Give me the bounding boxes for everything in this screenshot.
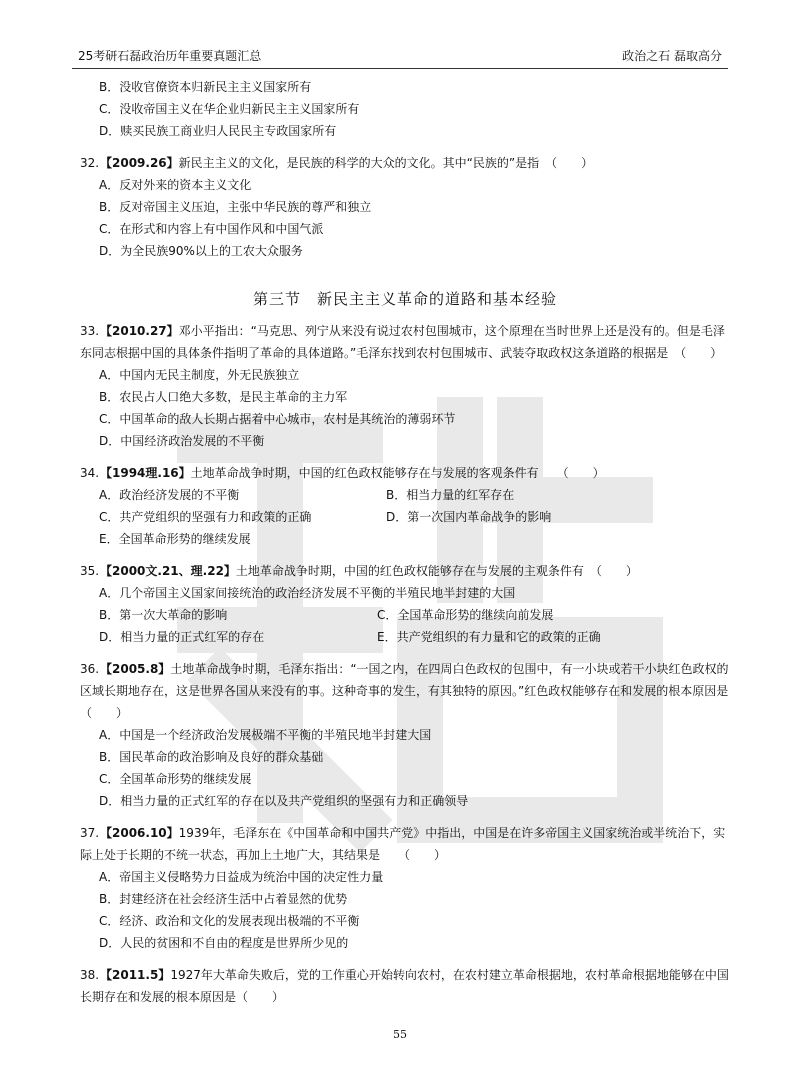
- question-tag: 【2005.8】: [100, 662, 171, 676]
- option-c: C．在形式和内容上有中国作风和中国气派: [99, 222, 324, 236]
- question-37: [80, 822, 730, 954]
- question-number: 34.: [80, 466, 100, 480]
- question-number: 32.: [80, 156, 100, 170]
- question-stem: 1927年大革命失败后，党的工作重心开始转向农村，在农村建立革命根据地，农村革命根据地能够在中国长期存在和发展的根本原因是（ ）: [80, 968, 729, 1004]
- header-right-slogan: 政治之石 磊取高分: [622, 49, 722, 63]
- option-a: A．中国内无民主制度，外无民族独立: [99, 368, 300, 382]
- question-32: [80, 152, 730, 262]
- question-tag: 【2011.5】: [100, 968, 171, 982]
- header-left-title: 25考研石磊政治历年重要真题汇总: [78, 49, 262, 63]
- option-d: D．人民的贫困和不自由的程度是世界所少见的: [99, 936, 349, 950]
- question-36: [80, 658, 753, 812]
- option-d: D．相当力量的正式红军的存在: [99, 630, 265, 644]
- option-a: A．几个帝国主义国家间接统治的政治经济发展不平衡的半殖民地半封建的大国: [99, 586, 516, 600]
- option-b: B．相当力量的红军存在: [386, 488, 515, 502]
- option-b: B．没收官僚资本归新民主主义国家所有: [99, 80, 312, 94]
- option-a: A．帝国主义侵略势力日益成为统治中国的决定性力量: [99, 870, 384, 884]
- page-header: [72, 46, 728, 69]
- question-tag: 【2009.26】: [100, 156, 179, 170]
- option-d: D．赎买民族工商业归人民民主专政国家所有: [99, 124, 337, 138]
- option-c: C．中国革命的敌人长期占据着中心城市，农村是其统治的薄弱环节: [99, 412, 456, 426]
- question-tag: 【2006.10】: [100, 826, 179, 840]
- option-c: C．经济、政治和文化的发展表现出极端的不平衡: [99, 914, 360, 928]
- question-number: 38.: [80, 968, 100, 982]
- section-title: 第三节 新民主主义革命的道路和基本经验: [252, 290, 557, 308]
- option-b: B．国民革命的政治影响及良好的群众基础: [99, 750, 324, 764]
- option-d: D．中国经济政治发展的不平衡: [99, 434, 265, 448]
- option-c: C．没收帝国主义在华企业归新民主主义国家所有: [99, 102, 360, 116]
- question-33: [80, 320, 730, 452]
- question-34: [80, 462, 730, 550]
- question-stem: 土地革命战争时期，中国的红色政权能够存在与发展的主观条件有 （ ）: [235, 564, 638, 578]
- document-body: [80, 76, 753, 1008]
- question-number: 33.: [80, 324, 100, 338]
- question-tag: 【2000文.21、理.22】: [100, 564, 236, 578]
- question-tag: 【1994理.16】: [100, 466, 191, 480]
- question-38: [80, 964, 730, 1008]
- option-b: B．反对帝国主义压迫，主张中华民族的尊严和独立: [99, 200, 372, 214]
- question-stem: 土地革命战争时期，毛泽东指出：“一国之内，在四周白色政权的包围中，有一小块或若干小块红色政权的区域长期地存在，这是世界各国从来没有的事。这种奇事的发生，有其独特的原因。”红色政权能够存在和发展的根本原因是 （ ）: [80, 662, 753, 720]
- question-number: 37.: [80, 826, 100, 840]
- option-b: B．农民占人口绝大多数，是民主革命的主力军: [99, 390, 348, 404]
- option-d: D．为全民族90%以上的工农大众服务: [99, 244, 303, 258]
- question-stem: 土地革命战争时期，中国的红色政权能够存在与发展的客观条件有 （ ）: [190, 466, 605, 480]
- option-e: E．全国革命形势的继续发展: [99, 532, 251, 546]
- prev-question-options: [80, 76, 730, 142]
- question-number: 35.: [80, 564, 100, 578]
- page-number: 55: [393, 1028, 407, 1041]
- question-tag: 【2010.27】: [100, 324, 179, 338]
- option-a: A．政治经济发展的不平衡: [99, 488, 240, 502]
- option-c: C．共产党组织的坚强有力和政策的正确: [99, 510, 312, 524]
- option-a: A．反对外来的资本主义文化: [99, 178, 252, 192]
- option-c: C．全国革命形势的继续向前发展: [377, 608, 554, 622]
- option-e: E．共产党组织的有力量和它的政策的正确: [377, 630, 601, 644]
- question-stem: 1939年，毛泽东在《中国革命和中国共产党》中指出，中国是在许多帝国主义国家统治或半统治下，实际上处于长期的不统一状态，再加上土地广大，其结果是 （ ）: [80, 826, 726, 862]
- option-d: D．第一次国内革命战争的影响: [386, 510, 552, 524]
- question-35: [80, 560, 730, 648]
- question-stem: 邓小平指出：“马克思、列宁从来没有说过农村包围城市，这个原理在当时世界上还是没有的。但是毛泽东同志根据中国的具体条件指明了革命的具体道路。”毛泽东找到农村包围城市、武装夺取政权这条道路的根据是 （ ）: [80, 324, 725, 360]
- option-b: B．封建经济在社会经济生活中占着显然的优势: [99, 892, 348, 906]
- option-d: D．相当力量的正式红军的存在以及共产党组织的坚强有力和正确领导: [99, 794, 469, 808]
- option-c: C．全国革命形势的继续发展: [99, 772, 252, 786]
- option-b: B．第一次大革命的影响: [99, 608, 228, 622]
- option-a: A．中国是一个经济政治发展极端不平衡的半殖民地半封建大国: [99, 728, 432, 742]
- question-number: 36.: [80, 662, 100, 676]
- question-stem: 新民主主义的文化，是民族的科学的大众的文化。其中“民族的”是指 （ ）: [178, 156, 594, 170]
